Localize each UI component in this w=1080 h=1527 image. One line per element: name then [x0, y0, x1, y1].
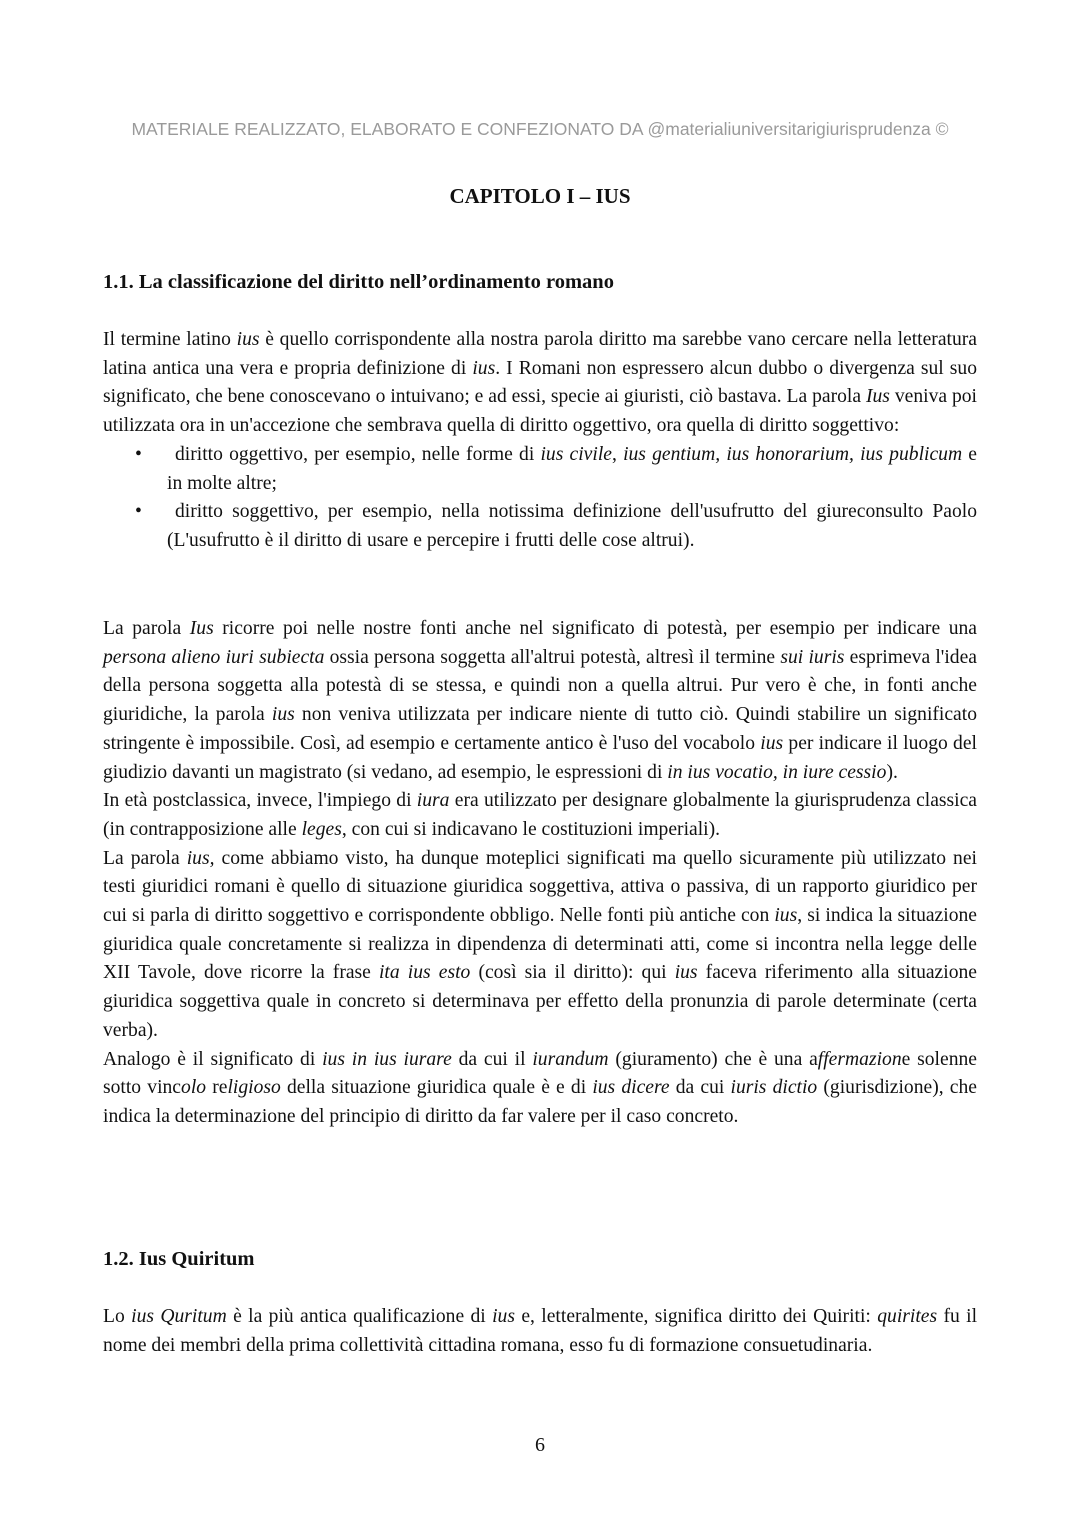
italic-text-run: ius — [492, 1306, 515, 1327]
intro-paragraph — [103, 326, 977, 441]
text-run: è quello corrispondente alla nostra parola diritto ma sarebbe vano cercare nella letteratura latina antica una vera e propria definizione di — [103, 329, 977, 379]
italic-text-run: ius — [236, 329, 260, 350]
italic-text-run: in ius vocatio, in iure cessio — [667, 761, 887, 783]
italic-text-run: ius — [674, 962, 698, 984]
bullet-icon: • — [135, 443, 142, 465]
text-run: per indicare il luogo del giudizio davanti un magistrato (si vedano, ad esempio, le espressioni di — [103, 732, 977, 783]
text-run: Analogo è il significato di — [103, 1048, 323, 1070]
italic-text-run: iura — [416, 790, 450, 812]
text-run: da cui — [669, 1077, 731, 1099]
page-number: 6 — [535, 1434, 545, 1456]
italic-text-run: ius — [774, 905, 798, 927]
italic-text-run: ius Quritum — [131, 1306, 227, 1327]
list-item-text — [167, 501, 977, 551]
paragraph — [103, 1303, 977, 1360]
text-run: e in molte altre; — [167, 443, 977, 494]
text-run: (giurisdizione), che indica la determinazione del principio di diritto da far valere per il caso concreto. — [103, 1077, 977, 1127]
paragraph — [103, 615, 977, 787]
italic-text-run: ius — [760, 732, 784, 754]
text-run: La parola — [103, 847, 187, 869]
watermark-header: MATERIALE REALIZZATO, ELABORATO E CONFEZIONATO DA @materialiuniversitarigiurisprudenza © — [131, 119, 949, 139]
text-run: e, letteralmente, significa diritto dei Quiriti: — [514, 1306, 878, 1327]
text-run: re — [206, 1077, 228, 1099]
section-heading-1-1: 1.1. La classificazione del diritto nell’ordinamento romano — [103, 271, 614, 293]
text-run: ricorre poi nelle nostre fonti anche nel significato di potestà, per esempio per indicare una — [213, 618, 977, 639]
list-item — [103, 441, 977, 498]
bullet-list — [103, 441, 977, 556]
text-run: , si indica la situazione giuridica quale concretamente si realizza in dipendenza di determinati atti, come si incontra nella legge delle XII Tavole, dove ricorre la frase — [103, 905, 977, 984]
text-run: da cui il — [451, 1048, 533, 1070]
italic-text-run: ius civile — [540, 443, 612, 465]
text-run: e solenne sotto vinc — [103, 1048, 977, 1099]
text-run: Lo — [103, 1306, 132, 1327]
italic-text-run: ligioso — [227, 1077, 281, 1099]
text-run: diritto soggettivo, per esempio, nella notissima definizione dell'usufrutto del giureconsulto Paolo (L'usufrutto è il diritto di usare e percepire i frutti delle cose altrui). — [167, 501, 977, 551]
section-1-1-paragraphs — [103, 615, 977, 1132]
text-run: della situazione giuridica quale è e di — [280, 1077, 593, 1099]
italic-text-run: persona alieno iuri subiecta — [103, 646, 325, 668]
italic-text-run: ius — [271, 704, 295, 726]
text-run: diritto oggettivo, per esempio, nelle forme di — [175, 443, 541, 465]
text-run: , — [611, 443, 624, 465]
italic-text-run: iurandum — [532, 1048, 609, 1070]
text-run: (giuramento) che è una a — [608, 1048, 818, 1070]
text-run: In età postclassica, invece, l'impiego di — [103, 790, 417, 812]
text-run: è la più antica qualificazione di — [226, 1306, 493, 1327]
italic-text-run: iuris dictio — [730, 1077, 818, 1099]
chapter-title: CAPITOLO I – IUS — [449, 184, 631, 208]
section-1-2-body — [103, 1303, 977, 1360]
list-item — [103, 498, 977, 555]
italic-text-run: ius gentium, ius honorarium, ius publicum — [623, 443, 963, 465]
text-run: fu il nome dei membri della prima collettività cittadina romana, esso fu di formazione consuetudinaria. — [103, 1306, 978, 1356]
text-run: non veniva utilizzata per indicare niente di tutto ciò. Quindi stabilire un significato stringente è impossibile. Così, ad esempio e certamente antico è l'uso del vocabolo — [103, 704, 977, 754]
text-run: esprimeva l'idea della persona soggetta alla potestà di se stessa, e quindi non a quella altrui. Pur vero è che, in fonti anche giuridiche, la parola — [103, 646, 977, 726]
text-run: (così sia il diritto): qui — [470, 962, 675, 984]
italic-text-run: quirites — [877, 1306, 938, 1327]
text-run: faceva riferimento alla situazione giuridica soggettiva quale in concreto si determinava per effetto della pronunzia di parole determinate (certa verba). — [103, 962, 977, 1041]
italic-text-run: ius dicere — [592, 1077, 670, 1099]
text-run: ossia persona soggetta all'altrui potestà, altresì il termine — [324, 646, 781, 668]
italic-text-run: sui iuris — [780, 646, 845, 668]
section-1-1-body — [103, 326, 977, 556]
text-run: . I Romani non espressero alcun dubbo o divergenza sul suo significato, che bene conoscevano o intuivano; e ad essi, specie ai giuristi, ciò bastava. La parola — [103, 357, 978, 408]
text-run: Il termine latino — [103, 329, 237, 350]
italic-text-run: Ius — [189, 618, 214, 639]
text-run: come abbiamo visto, ha dunque moteplici significati ma quello sicuramente più utilizzato nei testi giuridici romani è quello di situazione giuridica soggettiva, attiva o passiva, di un rapporto giuridico per cui si parla di diritto soggettivo e corrispondente obbligo. Nelle fonti più antiche con — [103, 847, 977, 927]
section-heading-1-2: 1.2. Ius Quiritum — [103, 1248, 255, 1270]
text-run: veniva poi utilizzata ora in un'accezione che sembrava quella di diritto oggettivo, ora quella di diritto soggettivo: — [103, 386, 978, 437]
italic-text-run: ffermazion — [817, 1048, 902, 1070]
text-run: era utilizzato per designare globalmente la giurisprudenza classica (in contrapposizione alle — [103, 790, 977, 840]
paragraph — [103, 787, 977, 844]
italic-text-run: ius — [472, 357, 496, 379]
italic-text-run: ita ius esto — [378, 962, 471, 984]
list-item-text — [167, 444, 977, 494]
text-run: , con cui si indicavano le costituzioni imperiali). — [341, 818, 721, 840]
text-run: La parola — [103, 618, 190, 639]
bullet-icon: • — [135, 501, 142, 523]
italic-text-run: olo — [181, 1077, 207, 1099]
italic-text-run: leges — [301, 818, 342, 840]
italic-text-run: ius in ius iurare — [322, 1048, 452, 1070]
paragraph — [103, 845, 977, 1046]
italic-text-run: ius, — [186, 847, 215, 869]
paragraph — [103, 1046, 977, 1132]
italic-text-run: Ius — [865, 386, 890, 408]
text-run: ). — [886, 761, 898, 783]
